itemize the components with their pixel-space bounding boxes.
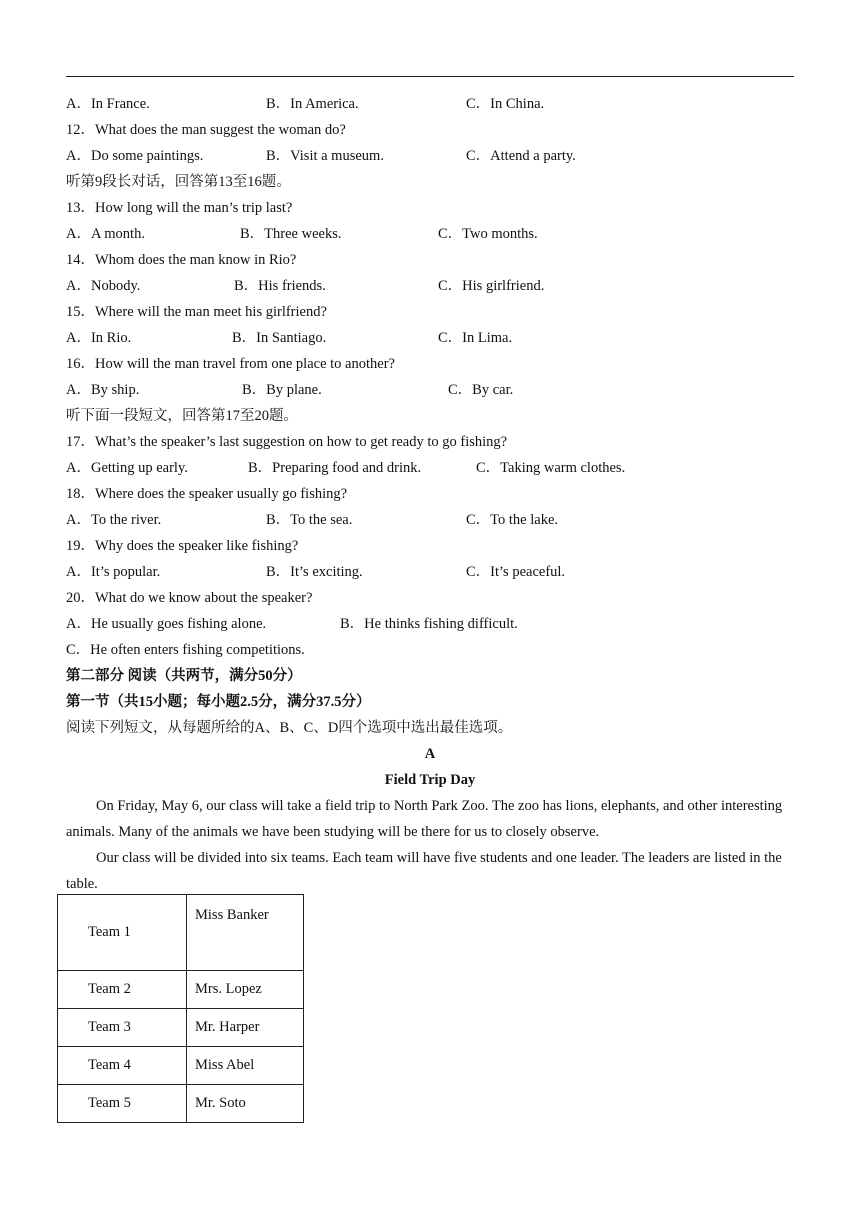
q12-option-a: A．Do some paintings. xyxy=(66,148,204,164)
q12-stem: 12．What does the man suggest the woman do? xyxy=(66,122,346,138)
table-row xyxy=(58,895,304,971)
paragraph-1: On Friday, May 6, our class will take a field trip to North Park Zoo. The zoo has lions, elephants, and other interesting animals. Many of the animals we have been studying will be there for us to closely observe. xyxy=(66,798,783,840)
q19-option-b: B．It’s exciting. xyxy=(266,564,363,580)
passage-intro: 听下面一段短文，回答第17至20题。 xyxy=(66,408,298,424)
q18-option-b: B．To the sea. xyxy=(266,512,353,528)
q19-stem: 19．Why does the speaker like fishing? xyxy=(66,538,299,554)
q12-option-b: B．Visit a museum. xyxy=(266,148,384,164)
part2-title: 第二部分 阅读（共两节，满分50分） xyxy=(66,668,302,684)
leader-cell: Mr. Harper xyxy=(187,1009,304,1047)
q17-options xyxy=(66,455,794,481)
leader-cell: Miss Banker xyxy=(187,895,304,971)
q15-option-b: B．In Santiago. xyxy=(232,330,327,346)
q14-options xyxy=(66,273,794,299)
q13-option-b: B．Three weeks. xyxy=(240,226,342,242)
q20-options-ab xyxy=(66,611,794,637)
q20-option-c: C．He often enters fishing competitions. xyxy=(66,642,305,658)
q18-option-c: C．To the lake. xyxy=(466,512,559,528)
q16-stem: 16．How will the man travel from one place to another? xyxy=(66,356,395,372)
q17-stem: 17．What’s the speaker’s last suggestion on how to get ready to go fishing? xyxy=(66,434,508,450)
q16-option-a: A．By ship. xyxy=(66,382,140,398)
team-cell: Team 3 xyxy=(58,1009,187,1047)
exam-page xyxy=(66,91,794,897)
q17-option-a: A．Getting up early. xyxy=(66,460,188,476)
q17-option-b: B．Preparing food and drink. xyxy=(248,460,422,476)
q11-options xyxy=(66,91,794,117)
section1-title: 第一节（共15小题；每小题2.5分，满分37.5分） xyxy=(66,694,371,710)
table-row xyxy=(58,971,304,1009)
q14-option-b: B．His friends. xyxy=(234,278,326,294)
q12-option-c: C．Attend a party. xyxy=(466,148,576,164)
q12-options xyxy=(66,143,794,169)
table-row xyxy=(58,1009,304,1047)
q11-option-b: B．In America. xyxy=(266,96,359,112)
q16-option-b: B．By plane. xyxy=(242,382,322,398)
team-cell: Team 4 xyxy=(58,1047,187,1085)
q20-option-b: B．He thinks fishing difficult. xyxy=(340,616,518,632)
q13-options xyxy=(66,221,794,247)
q15-options xyxy=(66,325,794,351)
leader-cell: Mrs. Lopez xyxy=(187,971,304,1009)
q13-option-a: A．A month. xyxy=(66,226,145,242)
team-cell: Team 2 xyxy=(58,971,187,1009)
q18-options xyxy=(66,507,794,533)
table-row xyxy=(58,1047,304,1085)
q20-stem: 20．What do we know about the speaker? xyxy=(66,590,313,606)
q15-stem: 15．Where will the man meet his girlfriend? xyxy=(66,304,327,320)
q15-option-a: A．In Rio. xyxy=(66,330,132,346)
paragraph-2: Our class will be divided into six teams. Each team will have five students and one leader. The leaders are listed in the table. xyxy=(66,850,782,892)
passage-title: Field Trip Day xyxy=(384,772,476,788)
q18-option-a: A．To the river. xyxy=(66,512,162,528)
q17-option-c: C．Taking warm clothes. xyxy=(476,460,626,476)
q15-option-c: C．In Lima. xyxy=(438,330,513,346)
header-rule xyxy=(66,76,794,77)
team-leaders-table xyxy=(57,894,304,1123)
table-row xyxy=(58,1085,304,1123)
team-cell: Team 5 xyxy=(58,1085,187,1123)
q14-option-a: A．Nobody. xyxy=(66,278,141,294)
q14-stem: 14．Whom does the man know in Rio? xyxy=(66,252,297,268)
q13-option-c: C．Two months. xyxy=(438,226,538,242)
q18-stem: 18．Where does the speaker usually go fishing? xyxy=(66,486,348,502)
passage-letter: A xyxy=(424,746,436,762)
leader-cell: Miss Abel xyxy=(187,1047,304,1085)
reading-instruction: 阅读下列短文，从每题所给的A、B、C、D四个选项中选出最佳选项。 xyxy=(66,720,513,736)
q13-stem: 13．How long will the man’s trip last? xyxy=(66,200,293,216)
dialogue9-intro: 听第9段长对话，回答第13至16题。 xyxy=(66,174,291,190)
q19-option-a: A．It’s popular. xyxy=(66,564,161,580)
q19-options xyxy=(66,559,794,585)
q11-option-a: A．In France. xyxy=(66,96,150,112)
team-cell: Team 1 xyxy=(58,895,187,971)
q16-options xyxy=(66,377,794,403)
q16-option-c: C．By car. xyxy=(448,382,514,398)
leader-cell: Mr. Soto xyxy=(187,1085,304,1123)
q11-option-c: C．In China. xyxy=(466,96,545,112)
q19-option-c: C．It’s peaceful. xyxy=(466,564,566,580)
q20-option-a: A．He usually goes fishing alone. xyxy=(66,616,267,632)
q14-option-c: C．His girlfriend. xyxy=(438,278,545,294)
